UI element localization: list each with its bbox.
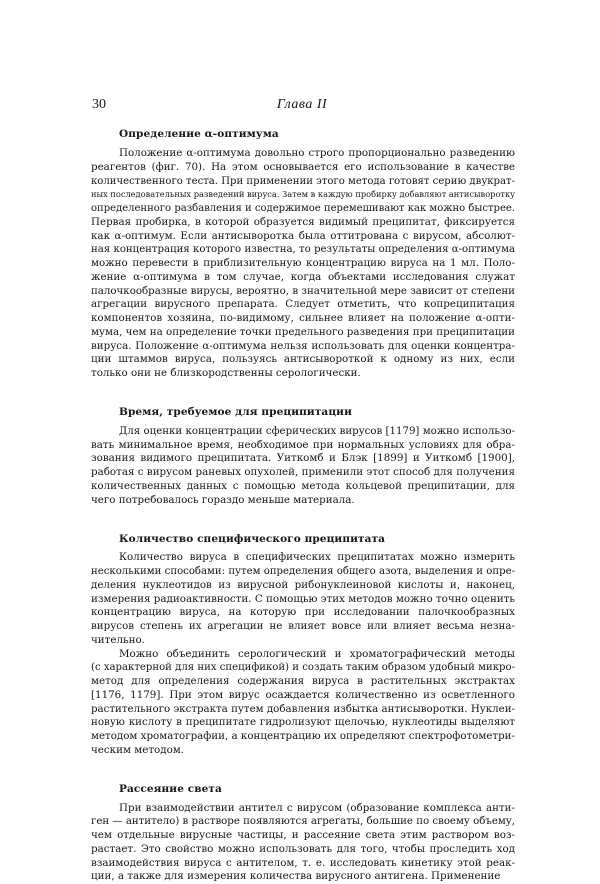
text-line: ная концентрация которого известна, то результаты определения α-оптимума: [91, 243, 515, 257]
text-line: растительного экстракта путем добавления избытка антисыворотки. Нуклеи-: [91, 703, 515, 717]
text-line: [1176, 1179]. При этом вирус осаждается количественно из осветленного: [91, 689, 515, 703]
text-line: мума, чем на определение точки предельного разведения при преципитации: [91, 326, 515, 340]
text-line: новую кислоту в преципитате гидролизуют щелочью, нуклеотиды выделяют: [91, 716, 515, 730]
text-line: деления нуклеотидов из вирусной рибонуклеиновой кислоты и, наконец,: [91, 579, 515, 593]
paragraph: [91, 551, 515, 647]
section-heading: Определение α-оптимума: [119, 127, 515, 141]
paragraph: [91, 648, 515, 758]
text-line: количественных данных с помощью метода кольцевой преципитации, для: [91, 480, 515, 494]
text-line: как α-оптимум. Если антисыворотка была оттитрована с вирусом, абсолют-: [91, 230, 515, 244]
text-line: вируса. Положение α-оптимума нельзя использовать для оценки концентра-: [91, 340, 515, 354]
text-line: можно перевести в приблизительную концентрацию вируса на 1 мл. Поло-: [91, 257, 515, 271]
page-header: [92, 97, 512, 115]
text-line: компонентов хозяина, по-видимому, сильнее влияет на положение α-опти-: [91, 312, 515, 326]
paragraph: [91, 147, 515, 381]
text-line: ции штаммов вируса, пользуясь антисывороткой к одному из них, если: [91, 353, 515, 367]
text-line: агрегации вирусного препарата. Следует отметить, что копреципитация: [91, 298, 515, 312]
text-line: концентрацию вируса, на которую при исследовании палочкообразных: [91, 606, 515, 620]
text-line: только они не близкородственны серологически.: [91, 367, 515, 381]
running-head: Глава II: [92, 97, 512, 113]
text-line: измерения радиоактивности. С помощью этих методов можно точно оценить: [91, 593, 515, 607]
section: [91, 532, 515, 757]
text-line: растает. Это свойство можно использовать для того, чтобы проследить ход: [91, 843, 515, 857]
text-line: ции, а также для измерения количества вирусного антигена. Применение: [91, 870, 515, 884]
text-line: взаимодействия вируса с антителом, т. е. исследовать кинетику этой реак-: [91, 857, 515, 871]
body-text: [91, 127, 515, 884]
text-line: (с характерной для них спецификой) и создать таким образом удобный микро-: [91, 661, 515, 675]
text-line: определенного разбавления и содержимое перемешивают как можно быстрее.: [91, 202, 515, 216]
section: [91, 405, 515, 508]
text-line: вирусов степень их агрегации не влияет вовсе или влияет весьма незна-: [91, 620, 515, 634]
text-line: реагентов (фиг. 70). На этом основывается его использование в качестве: [91, 161, 515, 175]
text-line: чего потребовалось гораздо меньше материала.: [91, 494, 515, 508]
text-line: чем отдельные вирусные частицы, и рассеяние света этим раствором воз-: [91, 829, 515, 843]
text-line: жение α-оптимума в том случае, когда объектами исследования служат: [91, 271, 515, 285]
text-line: ных последовательных разведений вируса. Затем в каждую пробирку добавляют антисыворотку: [91, 188, 515, 202]
text-line: палочкообразные вирусы, вероятно, в значительной мере зависит от степени: [91, 285, 515, 299]
paragraph: [91, 425, 515, 508]
text-line: работая с вирусом раневых опухолей, применили этот способ для получения: [91, 466, 515, 480]
section-heading: Время, требуемое для преципитации: [119, 405, 515, 419]
section: [91, 127, 515, 381]
text-line: количественного теста. При применении этого метода готовят серию двукрат-: [91, 175, 515, 189]
text-line: вать минимальное время, необходимое при нормальных условиях для обра-: [91, 439, 515, 453]
text-line: Первая пробирка, в которой образуется видимый преципитат, фиксируется: [91, 216, 515, 230]
text-line: зования видимого преципитата. Уиткомб и Блэк [1899] и Уиткомб [1900],: [91, 452, 515, 466]
text-line: Количество вируса в специфических преципитатах можно измерить: [91, 551, 515, 565]
section: [91, 782, 515, 884]
text-line: методом хроматографии, а концентрацию их определяют спектрофотометри-: [91, 730, 515, 744]
text-line: ген — антитело) в растворе появляются агрегаты, большие по своему объему,: [91, 815, 515, 829]
text-line: Можно объединить серологический и хроматографический методы: [91, 648, 515, 662]
text-line: Положение α-оптимума довольно строго пропорционально разведению: [91, 147, 515, 161]
text-line: чительно.: [91, 634, 515, 648]
text-line: При взаимодействии антител с вирусом (образование комплекса анти-: [91, 802, 515, 816]
section-heading: Рассеяние света: [119, 782, 515, 796]
section-heading: Количество специфического преципитата: [119, 532, 515, 546]
text-line: несколькими способами: путем определения общего азота, выделения и опре-: [91, 565, 515, 579]
text-line: Для оценки концентрации сферических вирусов [1179] можно использо-: [91, 425, 515, 439]
text-line: ческим методом.: [91, 744, 515, 758]
text-line: метод для определения содержания вируса в растительных экстрактах: [91, 675, 515, 689]
page-number: 30: [92, 97, 106, 113]
